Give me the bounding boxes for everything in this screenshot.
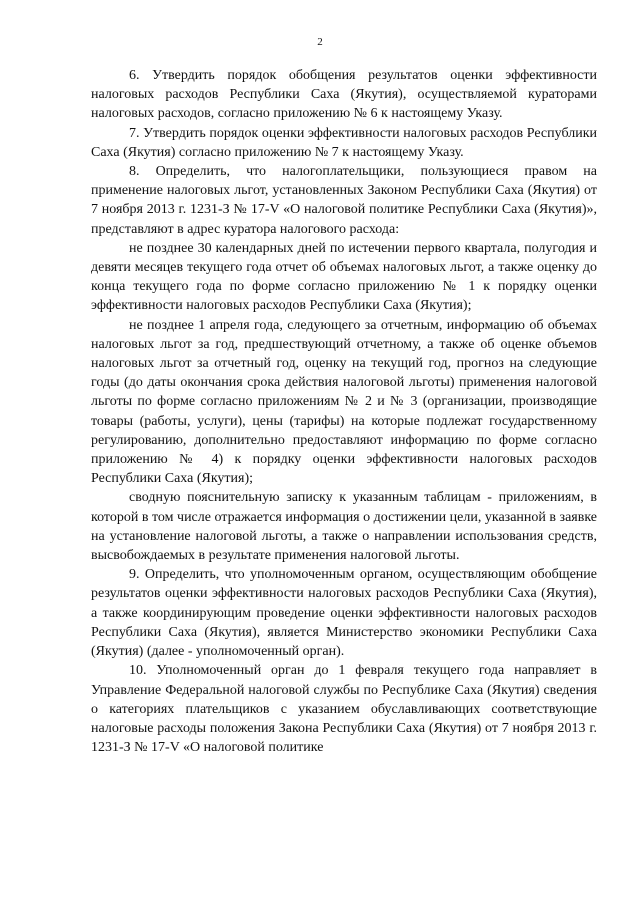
paragraph-item-9: 9. Определить, что уполномоченным органом, осуществляющим обобщение результатов оценки эффективности налоговых расходов Республики Саха (Якутия), а также координирующим проведение оценки эффективности налоговых расходов Республики Саха (Якутия), является Министерство экономики Республики Саха (Якутия) (далее - уполномоченный орган).	[91, 567, 597, 660]
paragraph-subitem-quarterly-report: не позднее 30 календарных дней по истечении первого квартала, полугодия и девяти месяцев текущего года отчет об объемах налоговых льгот, а также оценку до конца текущего года по форме согласно приложению № 1 к порядку оценки эффективности налоговых расходов Республики Саха (Якутия);	[91, 240, 597, 314]
paragraph-item-8: 8. Определить, что налогоплательщики, пользующиеся правом на применение налоговых льгот, установленных Законом Республики Саха (Якутия) от 7 ноября 2013 г. 1231-З № 17-V «О налоговой политике Республики Саха (Якутия)», представляют в адрес куратора налогового расхода:	[91, 164, 597, 237]
page-number: 2	[317, 36, 323, 48]
document-body	[91, 66, 597, 757]
paragraph-item-6: 6. Утвердить порядок обобщения результатов оценки эффективности налоговых расходов Республики Саха (Якутия), осуществляемой кураторами налоговых расходов, согласно приложению № 6 к настоящему Указу.	[91, 68, 597, 122]
paragraph-item-10: 10. Уполномоченный орган до 1 февраля текущего года направляет в Управление Федеральной налоговой службы по Республике Саха (Якутия) сведения о категориях плательщиков с указанием обуславливающих соответствующие налоговые расходы положения Закона Республики Саха (Якутия) от 7 ноября 2013 г. 1231-З № 17-V «О налоговой политике	[91, 663, 597, 756]
paragraph-item-7: 7. Утвердить порядок оценки эффективности налоговых расходов Республики Саха (Якутия) согласно приложению № 7 к настоящему Указу.	[91, 125, 597, 160]
paragraph-subitem-annual-info: не позднее 1 апреля года, следующего за отчетным, информацию об объемах налоговых льгот за год, предшествующий отчетному, а также об оценке объемов налоговых льгот за отчетный год, оценку на текущий год, прогноз на следующие годы (до даты окончания срока действия налоговой льготы) применения налоговой льготы по форме согласно приложениям № 2 и № 3 (организации, производящие товары (работы, услуги), цены (тарифы) на которые подлежат государственному регулированию, дополнительно предоставляют информацию по форме согласно приложению № 4) к порядку оценки эффективности налоговых расходов Республики Саха (Якутия);	[91, 317, 597, 487]
paragraph-subitem-explanatory-note: сводную пояснительную записку к указанным таблицам - приложениям, в которой в том числе отражается информация о достижении цели, указанной в заявке на установление налоговой льготы, а также о направлении использования средств, высвобождаемых в результате применения налоговой льготы.	[91, 490, 597, 564]
